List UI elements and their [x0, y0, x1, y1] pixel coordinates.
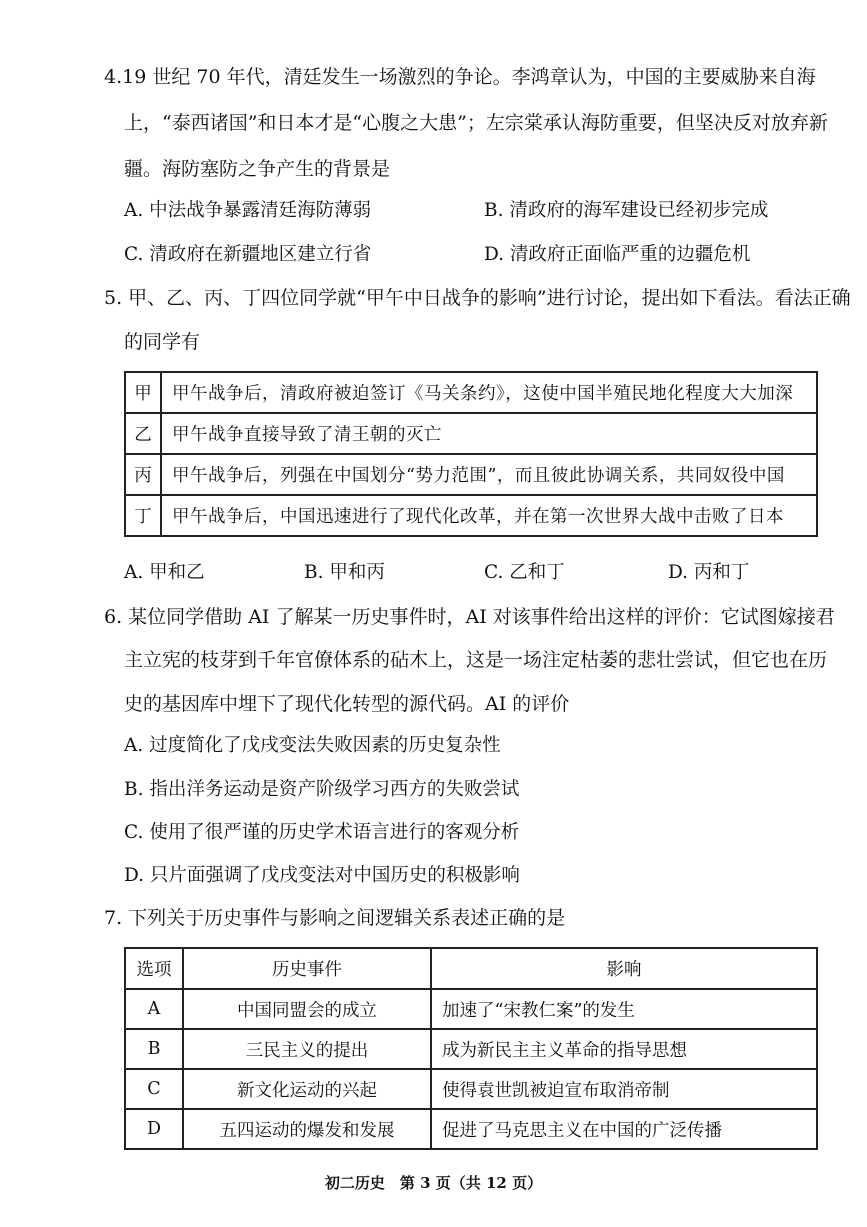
q6-stem-line-2: 主立宪的枝芽到千年官僚体系的砧木上，这是一场注定枯萎的悲壮尝试，但它也在历: [124, 649, 828, 671]
table-row: [125, 1069, 817, 1109]
q5-option-a: A. 甲和乙: [124, 562, 205, 583]
q7-event-table: [124, 947, 818, 1150]
page-footer: 初二历史 第 3 页（共 12 页）: [324, 1174, 543, 1192]
table-cell-option: B: [125, 1029, 183, 1069]
table-cell-option: C: [125, 1069, 183, 1109]
table-cell-effect: 使得袁世凯被迫宣布取消帝制: [431, 1069, 817, 1109]
table-cell-effect: 加速了“宋教仁案”的发生: [431, 989, 817, 1029]
table-row: [125, 989, 817, 1029]
q5-option-b: B. 甲和丙: [304, 562, 385, 583]
q7-stem: 7. 下列关于历史事件与影响之间逻辑关系表述正确的是: [104, 907, 566, 929]
q6-option-c: C. 使用了很严谨的历史学术语言进行的客观分析: [124, 822, 520, 843]
table-cell-effect: 成为新民主主义革命的指导思想: [431, 1029, 817, 1069]
q5-opinion-table: [124, 371, 818, 537]
table-cell-key: 甲: [125, 372, 161, 413]
table-cell-event: 中国同盟会的成立: [183, 989, 431, 1029]
table-cell-key: 乙: [125, 413, 161, 454]
table-cell-text: 甲午战争后，清政府被迫签订《马关条约》，这使中国半殖民地化程度大大加深: [161, 372, 817, 413]
q4-stem-line-1: 4.19 世纪 70 年代，清廷发生一场激烈的争论。李鸿章认为，中国的主要威胁来自海: [104, 66, 816, 88]
q5-stem-line-1: 5. 甲、乙、丙、丁四位同学就“甲午中日战争的影响”进行讨论，提出如下看法。看法正确: [104, 287, 851, 309]
table-row: [125, 495, 817, 536]
table-row: [125, 1109, 817, 1149]
table-cell-event: 新文化运动的兴起: [183, 1069, 431, 1109]
q4-stem-line-3: 疆。海防塞防之争产生的背景是: [124, 158, 391, 180]
q4-stem-line-2: 上，“泰西诸国”和日本才是“心腹之大患”；左宗棠承认海防重要，但坚决反对放弃新: [124, 112, 828, 134]
table-header-event: 历史事件: [183, 948, 431, 989]
table-header-effect: 影响: [431, 948, 817, 989]
q6-option-b: B. 指出洋务运动是资产阶级学习西方的失败尝试: [124, 779, 520, 800]
table-cell-option: D: [125, 1109, 183, 1149]
table-cell-text: 甲午战争后，列强在中国划分“势力范围”，而且彼此协调关系，共同奴役中国: [161, 454, 817, 495]
q6-option-d: D. 只片面强调了戊戌变法对中国历史的积极影响: [124, 865, 520, 886]
table-row: [125, 372, 817, 413]
table-header-option: 选项: [125, 948, 183, 989]
table-cell-text: 甲午战争直接导致了清王朝的灭亡: [161, 413, 817, 454]
table-row: [125, 454, 817, 495]
table-cell-option: A: [125, 989, 183, 1029]
table-header-row: [125, 948, 817, 989]
table-cell-key: 丙: [125, 454, 161, 495]
q6-stem-line-3: 史的基因库中埋下了现代化转型的源代码。AI 的评价: [124, 693, 570, 715]
q4-option-c: C. 清政府在新疆地区建立行省: [124, 244, 372, 265]
table-cell-key: 丁: [125, 495, 161, 536]
q4-option-b: B. 清政府的海军建设已经初步完成: [484, 200, 769, 221]
table-row: [125, 1029, 817, 1069]
table-row: [125, 413, 817, 454]
table-cell-effect: 促进了马克思主义在中国的广泛传播: [431, 1109, 817, 1149]
table-cell-event: 三民主义的提出: [183, 1029, 431, 1069]
table-cell-event: 五四运动的爆发和发展: [183, 1109, 431, 1149]
q5-option-d: D. 丙和丁: [668, 562, 750, 583]
q6-stem-line-1: 6. 某位同学借助 AI 了解某一历史事件时，AI 对该事件给出这样的评价：它试图嫁接君: [104, 606, 835, 628]
q6-option-a: A. 过度简化了戊戌变法失败因素的历史复杂性: [124, 735, 501, 756]
q4-option-a: A. 中法战争暴露清廷海防薄弱: [124, 200, 372, 221]
q4-option-d: D. 清政府正面临严重的边疆危机: [484, 244, 751, 265]
q5-stem-line-2: 的同学有: [124, 331, 201, 353]
q5-option-c: C. 乙和丁: [484, 562, 565, 583]
table-cell-text: 甲午战争后，中国迅速进行了现代化改革，并在第一次世界大战中击败了日本: [161, 495, 817, 536]
